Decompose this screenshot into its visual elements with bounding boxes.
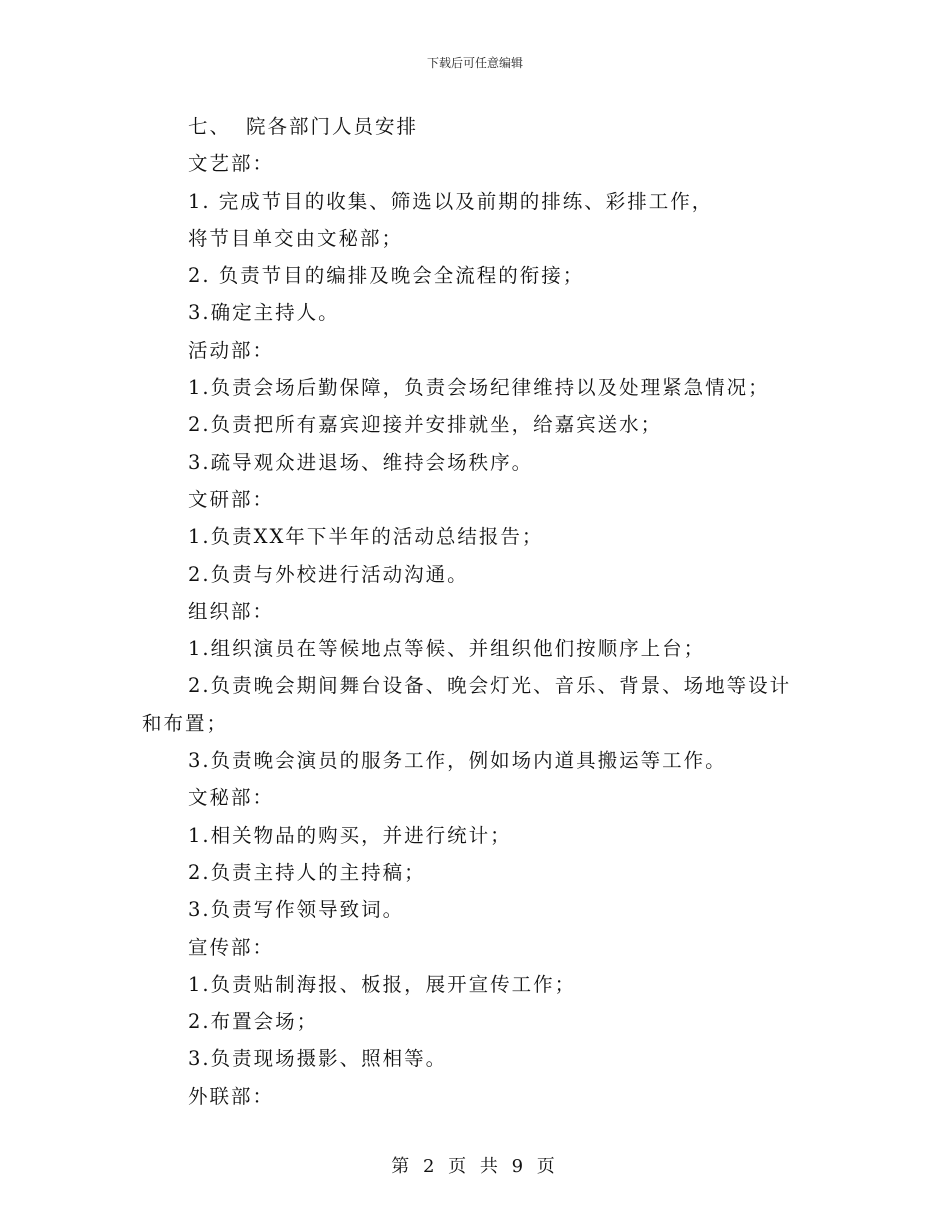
paragraph-line: 1.组织演员在等候地点等候、并组织他们按顺序上台； (188, 637, 706, 661)
paragraph-line: 组织部： (188, 599, 275, 623)
paragraph-line: 文艺部： (188, 152, 275, 176)
paragraph-line: 文秘部： (188, 786, 275, 810)
paragraph-line: 2.布置会场； (188, 1010, 319, 1034)
paragraph-line: 1.负责会场后勤保障，负责会场纪律维持以及处理紧急情况； (188, 376, 770, 400)
paragraph-line: 活动部： (188, 338, 275, 362)
paragraph-line: 2.负责把所有嘉宾迎接并安排就坐，给嘉宾送水； (188, 413, 663, 437)
paragraph-line: 将节目单交由文秘部； (188, 226, 404, 250)
paragraph-line: 2.负责主持人的主持稿； (188, 860, 426, 884)
page-footer: 第 2 页 共 9 页 (391, 1156, 559, 1177)
paragraph-line: 3.负责晚会演员的服务工作，例如场内道具搬运等工作。 (188, 749, 727, 773)
paragraph-line: 3.疏导观众进退场、维持会场秩序。 (188, 450, 534, 474)
section-heading (142, 112, 812, 149)
paragraph-line: 2.负责晚会期间舞台设备、晚会灯光、音乐、背景、场地等设计 (188, 674, 792, 698)
paragraph-line: 2. 负责节目的编排及晚会全流程的衔接； (188, 264, 585, 288)
document-body (142, 112, 812, 1119)
paragraph-line: 宣传部： (188, 935, 275, 959)
paragraph-line: 3.负责现场摄影、照相等。 (188, 1047, 448, 1071)
paragraph-list (142, 149, 812, 1119)
section-number: 七、 (188, 115, 232, 138)
paragraph-line: 外联部： (188, 1084, 275, 1108)
paragraph-line: 3.负责写作领导致词。 (188, 898, 405, 922)
paragraph-line: 和布置； (142, 711, 229, 735)
paragraph-line: 2.负责与外校进行活动沟通。 (188, 562, 469, 586)
page-header: 下载后可任意编辑 (426, 56, 523, 70)
section-title: 院各部门人员安排 (246, 115, 419, 138)
paragraph-line: 1. 完成节目的收集、筛选以及前期的排练、彩排工作， (188, 189, 714, 213)
paragraph-line: 1.相关物品的购买，并进行统计； (188, 823, 512, 847)
paragraph-line: 3.确定主持人。 (188, 301, 340, 325)
paragraph-line: 1.负责贴制海报、板报，展开宣传工作； (188, 972, 577, 996)
paragraph-line: 1.负责XX年下半年的活动总结报告； (188, 525, 544, 549)
paragraph-line: 文研部： (188, 487, 275, 511)
